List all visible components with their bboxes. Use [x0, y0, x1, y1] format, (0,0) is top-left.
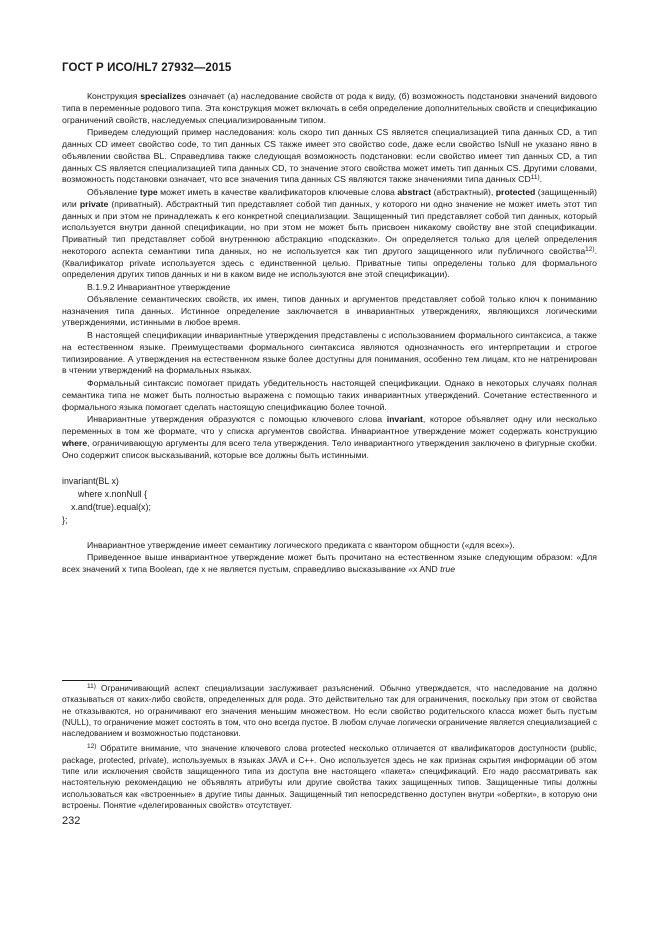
paragraph-invariant-keyword: Инвариантные утверждения образуются с помощью ключевого слова invariant, которое объявляет одну или несколько переменных в том же формате, что у списка аргументов свойства. Инвариантное утверждение может содержать конструкцию where, ограничивающую аргументы для всего тела утверждения. Тело инвариантного утверждения заключено в фигурные скобки. Оно содержит список высказываний, которые все должны быть истинными.: [62, 414, 597, 460]
paragraph-formal-persuasion: Формальный синтаксис помогает придать убедительность настоящей спецификации. Однако в некоторых случаях полная семантика типа не может быть полностью выражена с помощью таких инвариантных утверждений. Сочетание естественного и формального языка помогает сделать настоящую спецификацию более точной.: [62, 378, 597, 412]
code-line: x.and(true).equal(x);: [71, 502, 151, 513]
paragraph-type-qualifiers: Объявление type может иметь в качестве квалификаторов ключевые слова abstract (абстрактный), protected (защищенный) или private (приватный). Абстрактный тип представляет собой тип данных, у которого ни одно значение не может иметь этот тип данных и при этом не принадлежать к его конкретной специализации. Защищенный тип представляет собой тип данных, который используется внутри данной спецификации, но при этом не может быть присвоен никакому свойству вне этой спецификации. Приватный тип представляет собой внутреннюю абстракцию «подсказки». Он определяется только для целей определения некоторого аспекта семантики типа данных, но не используется как тип другого защищенного или публичного свойства$^{12)}$. (Квалификатор private используется здесь с единственной целью. Приватные типы определены только для формального определения других типов данных и ни в каком виде не используются вне этой спецификации).: [62, 187, 597, 280]
paragraph-natural-reading: Приведенное выше инвариантное утверждение может быть прочитано на естественном языке следующим образом: «Для всех значений x типа Boolean, где x не является пустым, справедливо высказывание «x AND true: [62, 552, 597, 574]
section-heading: B.1.9.2 Инвариантное утверждение: [87, 282, 231, 292]
footnote-ref-12: 12): [585, 245, 595, 253]
paragraph-predicate: Инвариантное утверждение имеет семантику логического предиката с квантором общности («для всех»).: [87, 540, 515, 551]
footnote-11: $^{11)}$ Ограничивающий аспект специализации заслуживает разъяснений. Обычно утверждается, что наследование на должно отказываться от каких-либо свойств, определенных для рода. Это действительно так для ограничения, поскольку при этом от свойства не отказываются, но ограничивают его значения меньшим множеством. Но если свойство родительского класса может быть пустым (NULL), то ограничение может состоять в том, что оно всегда пустое. В любом случае логически ограничение является специализацией с наследованием и возможностью подстановки.: [62, 683, 597, 739]
footnote-divider: [62, 680, 132, 681]
code-line: where x.nonNull {: [78, 489, 148, 500]
paragraph-specializes: Конструкция specializes означает (a) наследование свойств от рода к виду, (б) возможность подстановки значений видового типа в переменные родового типа. Эта конструкция может включать в себя определение дополнительных свойств и спецификацию ограничений свойств, наследуемых специализированным типом.: [62, 91, 597, 125]
code-example: [62, 475, 597, 527]
page-number: 232: [62, 815, 81, 827]
main-text: [62, 91, 597, 576]
code-line: };: [62, 515, 68, 526]
paragraph-formal-syntax: В настоящей спецификации инвариантные утверждения представлены с использованием формального синтаксиса, а также на естественном языке. Преимуществами формального синтаксиса являются однозначность его интерпретации и строгое типизирование. А утверждения на естественном языке более доступны для понимания, особенно тем лицам, кто не натренирован в чтении утверждений на формальных языках.: [62, 330, 597, 376]
footnote-12: $^{12)}$ Обратите внимание, что значение ключевого слова protected несколько отличается от квалификаторов доступности (public, package, protected, private), используемых в языках JAVA и C++. Оно используется здесь не как признак скрытия информации об этом типе или исключения свойств защищенного типа из доступа вне настоящего «пакета» спецификаций. Его надо рассматривать как настоятельную рекомендацию не объявлять атрибуты или другие свойства таких защищенных типов. Защищенные типы должны использоваться как «встроенные» в другие типы данных. Защищенный тип непосредственно доступен внутри «обертки», в которую они встроены. Понятие «делегированных свойств» отсутствует.: [62, 743, 597, 810]
paragraph-inheritance-example: Приведем следующий пример наследования: коль скоро тип данных CS является специализацией типа данных CD, а тип данных CD имеет свойство code, то тип данных CS также имеет это свойство code, даже если свойство IsNull не указано явно в объявлении свойства BL. Справедлива также следующая возможность подстановки: если свойство имеет тип данных CD, а тип данных CS является специализацией типа данных CD, то значение этого свойства может иметь тип данных CS. Другими словами, возможность подстановки означает, что все значения типа данных CS являются также значениями типа данных CD$^{11)}$.: [62, 127, 597, 185]
footnotes: [62, 683, 597, 815]
paragraph-semantic-declaration: Объявление семантических свойств, их имен, типов данных и аргументов представляет собой только ключ к пониманию назначения типа данных. Истинное определение заключается в инвариантных утверждениях, являющихся логическими утверждениями, истинными в любое время.: [62, 293, 597, 328]
code-line: invariant(BL x): [62, 476, 119, 487]
document-header: ГОСТ Р ИСО/HL7 27932—2015: [62, 62, 232, 74]
keyword-specializes: specializes: [140, 91, 187, 101]
footnote-ref-11: 11): [530, 174, 540, 182]
